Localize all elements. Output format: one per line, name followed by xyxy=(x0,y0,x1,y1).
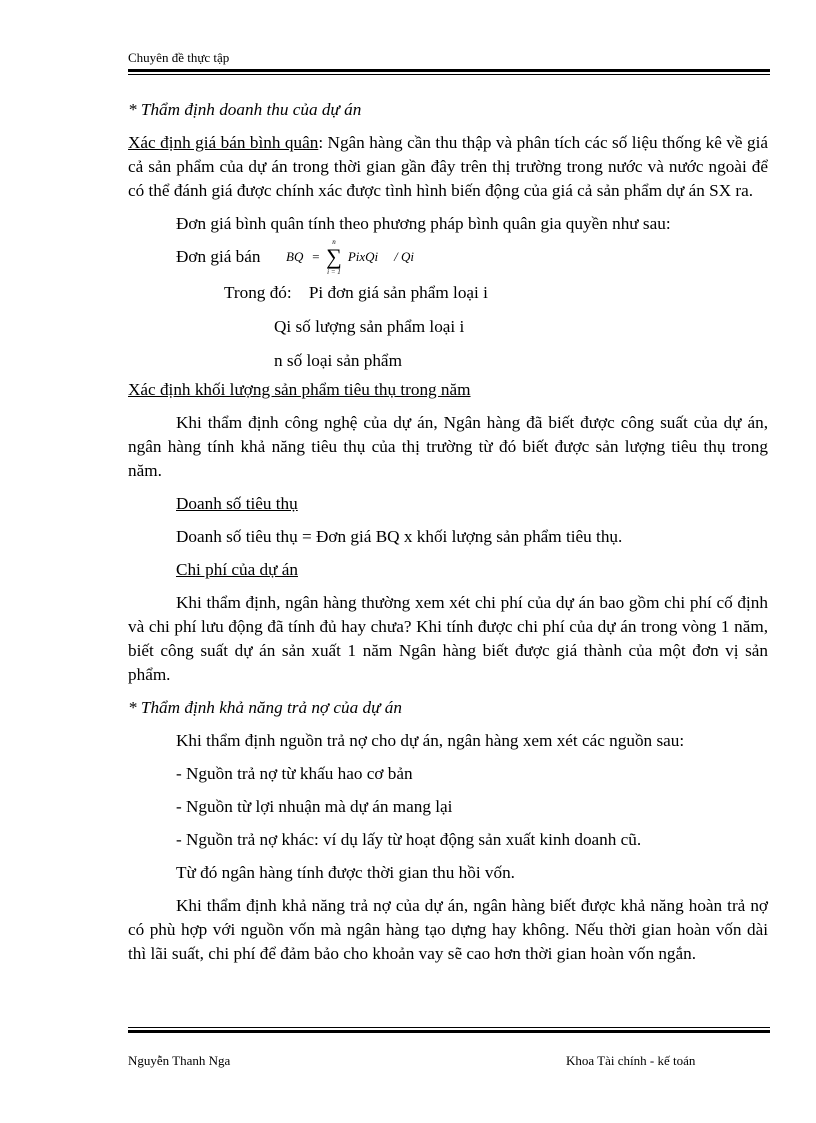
header-rule-thick xyxy=(128,69,770,72)
definition-qi: Qi số lượng sản phẩm loại i xyxy=(274,317,465,336)
definition-pi: Pi đơn giá sản phẩm loại i xyxy=(308,283,488,302)
term-average-price: Xác định giá bán bình quân xyxy=(128,133,319,152)
footer-rule-thin xyxy=(128,1027,770,1028)
subheading-costs: Chi phí của dự án xyxy=(176,560,298,579)
price-formula-row xyxy=(128,236,768,278)
paragraph-weighted-average: Đơn giá bình quân tính theo phương pháp bình quân gia quyền như sau: xyxy=(176,214,671,233)
paragraph-payback: Từ đó ngân hàng tính được thời gian thu hồi vốn. xyxy=(176,863,515,882)
paragraph-volume: Khi thẩm định công nghệ của dự án, Ngân hàng đã biết được công suất của dự án, ngân hàng tính khả năng tiêu thụ của thị trường từ đó biết được sản lượng tiêu thụ trong năm. xyxy=(128,413,768,480)
formula-lhs: BQ xyxy=(286,249,304,264)
section-heading-repayment: * Thẩm định khả năng trả nợ của dự án xyxy=(128,698,402,717)
formula-divisor: / Qi xyxy=(394,249,415,264)
section-heading-revenue: * Thẩm định doanh thu của dự án xyxy=(128,100,362,119)
paragraph-costs: Khi thẩm định, ngân hàng thường xem xét chi phí của dự án bao gồm chi phí cố định và chi phí lưu động đã tính đủ hay chưa? Khi tính được chi phí của dự án trong vòng 1 năm, biết công suất dự án sản xuất 1 năm Ngân hàng biết được giá thành của một đơn vị sản phẩm. xyxy=(128,593,768,684)
paragraph-repayment-sources: Khi thẩm định nguồn trả nợ cho dự án, ngân hàng xem xét các nguồn sau: xyxy=(176,731,685,750)
formula-equals: = xyxy=(311,249,321,264)
list-item-profit: - Nguồn từ lợi nhuận mà dự án mang lại xyxy=(176,797,453,816)
subheading-sales: Doanh số tiêu thụ xyxy=(176,494,298,513)
header-rule-thin xyxy=(128,74,770,75)
formula-label: Đơn giá bán xyxy=(176,247,261,266)
paragraph-repayment-capacity: Khi thẩm định khả năng trả nợ của dự án, ngân hàng biết được khả năng hoàn trả nợ có phù hợp với nguồn vốn mà ngân hàng tạo dựng hay không. Nếu thời gian hoàn vốn dài thì lãi suất, chi phí để đảm bảo cho khoản vay sẽ cao hơn thời gian hoàn vốn ngắn. xyxy=(128,896,768,963)
section-heading-volume: Xác định khối lượng sản phẩm tiêu thụ trong năm xyxy=(128,380,471,399)
footer-author: Nguyễn Thanh Nga xyxy=(128,1053,231,1068)
list-item-other: - Nguồn trả nợ khác: ví dụ lấy từ hoạt động sản xuất kinh doanh cũ. xyxy=(176,830,642,849)
paragraph-sales-formula: Doanh số tiêu thụ = Đơn giá BQ x khối lượng sản phẩm tiêu thụ. xyxy=(176,527,623,546)
document-body xyxy=(128,98,768,966)
definitions-row xyxy=(128,281,768,305)
paragraph-average-price-text: : Ngân hàng cần thu thập và phân tích các số liệu thống kê về giá cả sản phẩm của dự án trong thời gian gần đây trên thị trường trong nước và nước ngoài để có thể đánh giá được chính xác được tình hình biến động của giá cả sản phẩm dự án SX ra. xyxy=(128,133,768,200)
paragraph-average-price xyxy=(128,131,768,203)
sigma-group xyxy=(326,238,342,276)
definition-n: n số loại sản phẩm xyxy=(274,351,402,370)
list-item-depreciation: - Nguồn trả nợ từ khấu hao cơ bản xyxy=(176,764,413,783)
footer-department: Khoa Tài chính - kế toán xyxy=(566,1053,696,1068)
where-label: Trong đó: xyxy=(224,283,292,302)
formula-term: PixQi xyxy=(347,249,379,264)
sigma-lower-limit: i = 1 xyxy=(327,268,341,276)
footer-rule-thick xyxy=(128,1030,770,1033)
price-formula xyxy=(286,238,414,276)
sigma-symbol: ∑ xyxy=(326,244,342,269)
sigma-upper-limit: n xyxy=(332,238,336,246)
page-header: Chuyên đề thực tập xyxy=(128,50,230,65)
